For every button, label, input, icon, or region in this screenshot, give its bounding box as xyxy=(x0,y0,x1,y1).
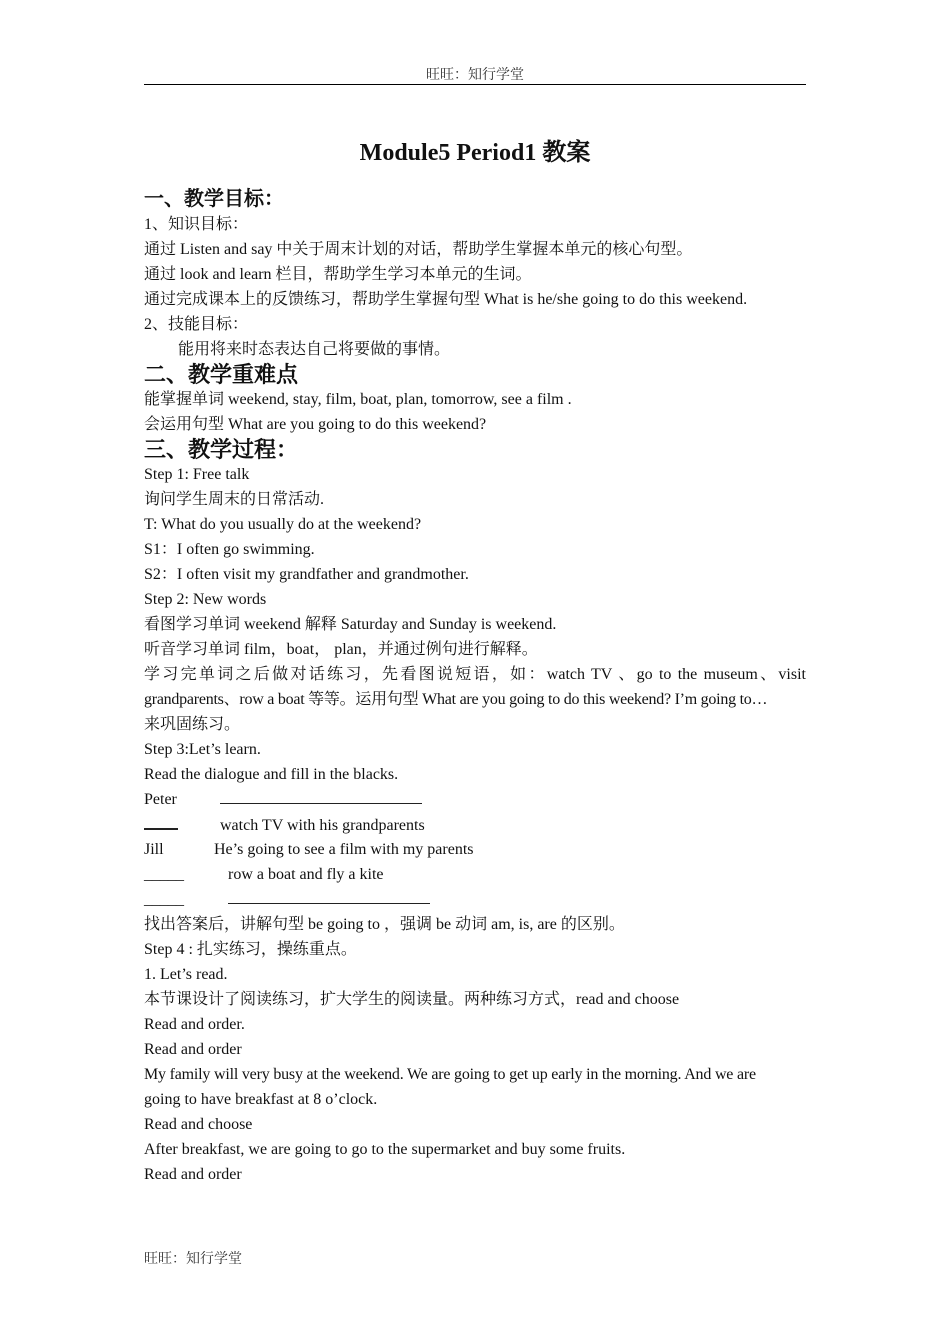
process-line: My family will very busy at the weekend. We are going to get up early in the morning. And we are xyxy=(144,1066,756,1083)
process-line: Read the dialogue and fill in the blacks. xyxy=(144,766,399,783)
table-row-blank-watch xyxy=(144,812,806,837)
process-line: 找出答案后，讲解句型 be going to ，强调 be 动词 am, is, are 的区别。 xyxy=(144,916,625,933)
subheading-skills: 2、技能目标： xyxy=(144,316,249,333)
key-point-line: 能掌握单词 weekend, stay, film, boat, plan, tomorrow, see a film . xyxy=(144,391,572,408)
row-text: row a boat and fly a kite xyxy=(228,866,384,883)
table-row-blank-last xyxy=(144,887,806,912)
table-row-jill xyxy=(144,837,806,862)
process-line: Read and order xyxy=(144,1166,242,1183)
name-blank: _____ xyxy=(144,891,184,908)
process-line: 听音学习单词 film，boat， plan，并通过例句进行解释。 xyxy=(144,641,538,658)
objective-line: 通过完成课本上的反馈练习，帮助学生掌握句型 What is he/she going to do this weekend. xyxy=(144,291,748,308)
skill-line: 能用将来时态表达自己将要做的事情。 xyxy=(178,341,451,358)
name-jill: Jill xyxy=(144,841,164,858)
section-heading-process: 三、教学过程： xyxy=(144,437,299,462)
process-line: 看图学习单词 weekend 解释 Saturday and Sunday is weekend. xyxy=(144,616,557,633)
jill-text: He’s going to see a film with my parents xyxy=(214,841,474,858)
process-line: S1：I often go swimming. xyxy=(144,541,315,558)
objective-line: 通过 Listen and say 中关于周末计划的对话，帮助学生掌握本单元的核心句型。 xyxy=(144,241,693,258)
key-point-line: 会运用句型 What are you going to do this weekend? xyxy=(144,416,487,433)
document-body xyxy=(144,187,806,1187)
process-line: Step 2: New words xyxy=(144,591,267,608)
process-line: grandparents、row a boat 等等。运用句型 What are you going to do this weekend? I’m going to… xyxy=(144,691,768,708)
process-line: S2：I often visit my grandfather and grandmother. xyxy=(144,566,469,583)
process-line: Step 4 : 扎实练习，操练重点。 xyxy=(144,941,357,958)
page-footer: 旺旺：知行学堂 xyxy=(144,1252,242,1267)
section-heading-key-points: 二、教学重难点 xyxy=(144,362,299,387)
process-line: After breakfast, we are going to go to the supermarket and buy some fruits. xyxy=(144,1141,626,1158)
name-blank: _____ xyxy=(144,866,184,883)
process-line: 1. Let’s read. xyxy=(144,966,228,983)
process-line: Read and choose xyxy=(144,1116,253,1133)
process-line: 询问学生周末的日常活动. xyxy=(144,491,325,508)
process-line: 来巩固练习。 xyxy=(144,716,241,733)
process-line: Step 3:Let’s learn. xyxy=(144,741,261,758)
process-line: going to have breakfast at 8 o’clock. xyxy=(144,1091,378,1108)
subheading-knowledge: 1、知识目标： xyxy=(144,216,249,233)
table-row-peter xyxy=(144,787,806,812)
process-line: T: What do you usually do at the weekend? xyxy=(144,516,422,533)
process-line: Read and order xyxy=(144,1041,242,1058)
header-rule xyxy=(144,84,806,85)
table-row-blank-row xyxy=(144,862,806,887)
process-line: Step 1: Free talk xyxy=(144,466,250,483)
process-line: 本节课设计了阅读练习，扩大学生的阅读量。两种练习方式，read and choose xyxy=(144,991,680,1008)
name-blank xyxy=(144,812,178,830)
process-line-justified: 学习完单词之后做对话练习，先看图说短语，如：watch TV 、go to the museum、visit xyxy=(144,666,806,683)
objective-line: 通过 look and learn 栏目，帮助学生学习本单元的生词。 xyxy=(144,266,532,283)
watch-text: watch TV with his grandparents xyxy=(220,817,425,834)
answer-blank xyxy=(220,787,422,804)
section-heading-objectives: 一、教学目标： xyxy=(144,188,284,210)
document-title: Module5 Period1 教案 xyxy=(359,140,591,166)
process-line: Read and order. xyxy=(144,1016,245,1033)
name-peter: Peter xyxy=(144,791,177,808)
page-header: 旺旺：知行学堂 xyxy=(426,68,524,83)
answer-blank xyxy=(228,887,430,904)
